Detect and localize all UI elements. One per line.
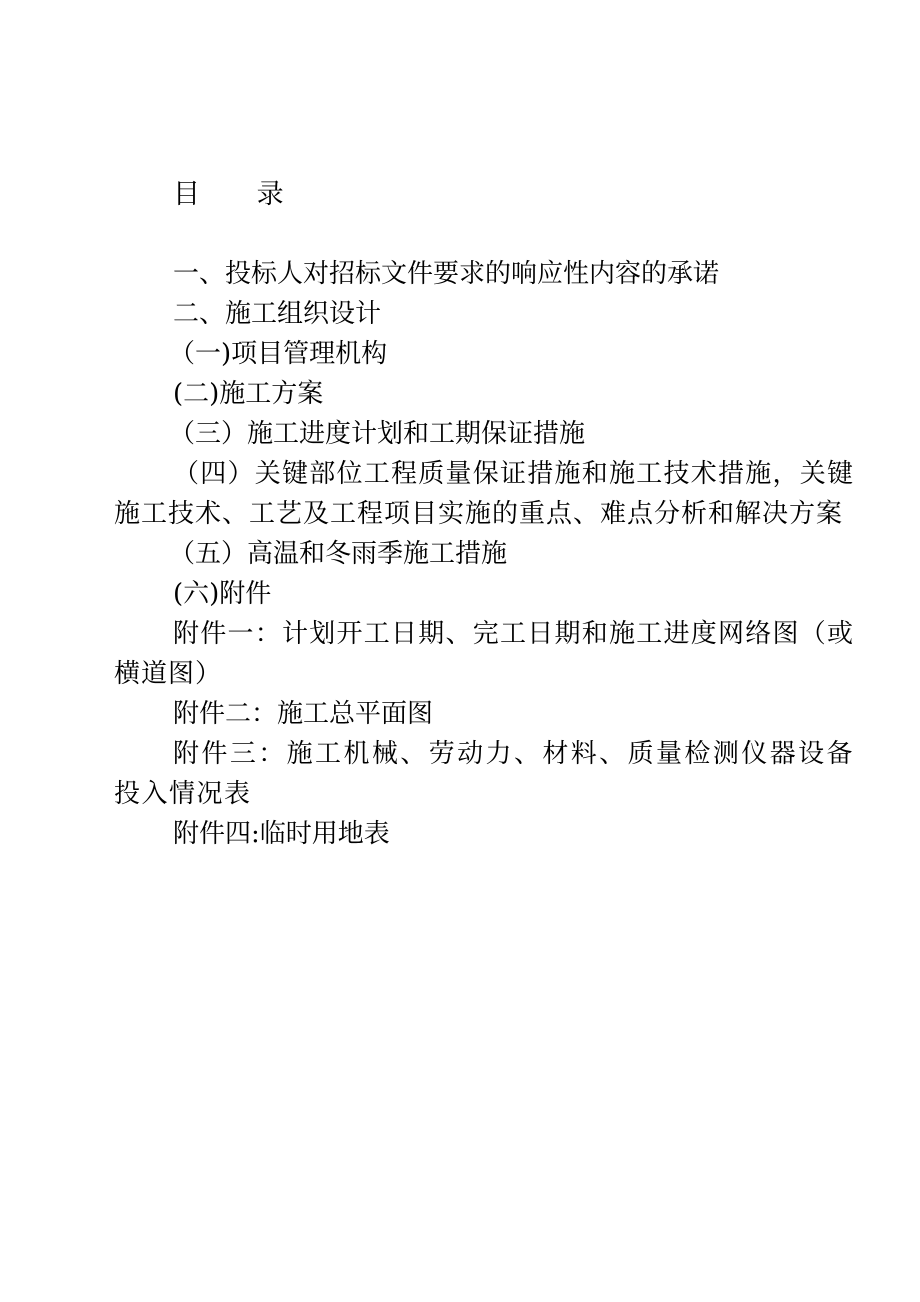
toc-item-quality-technical-measures: （四）关键部位工程质量保证措施和施工技术措施，关键施工技术、工艺及工程项目实施的重点、难点分析和解决方案 [114,459,854,529]
toc-item-attachments: (六)附件 [173,579,272,609]
toc-item-attachment-4: 附件四:临时用地表 [173,819,390,849]
toc-item-construction-plan: (二)施工方案 [173,379,324,409]
toc-item-attachment-2: 附件二：施工总平面图 [173,699,434,729]
toc-item-schedule-measures: （三）施工进度计划和工期保证措施 [169,419,586,449]
toc-item-construction-design: 二、施工组织设计 [173,299,382,329]
toc-item-bidder-commitment: 一、投标人对招标文件要求的响应性内容的承诺 [173,259,720,289]
toc-item-attachment-3: 附件三：施工机械、劳动力、材料、质量检测仪器设备投入情况表 [114,739,854,809]
toc-item-weather-measures: （五）高温和冬雨季施工措施 [169,539,508,569]
toc-item-project-management: （一)项目管理机构 [169,339,388,369]
toc-item-attachment-1: 附件一：计划开工日期、完工日期和施工进度网络图（或横道图） [114,619,854,689]
toc-title: 目 录 [173,179,308,210]
toc-list [114,254,854,854]
